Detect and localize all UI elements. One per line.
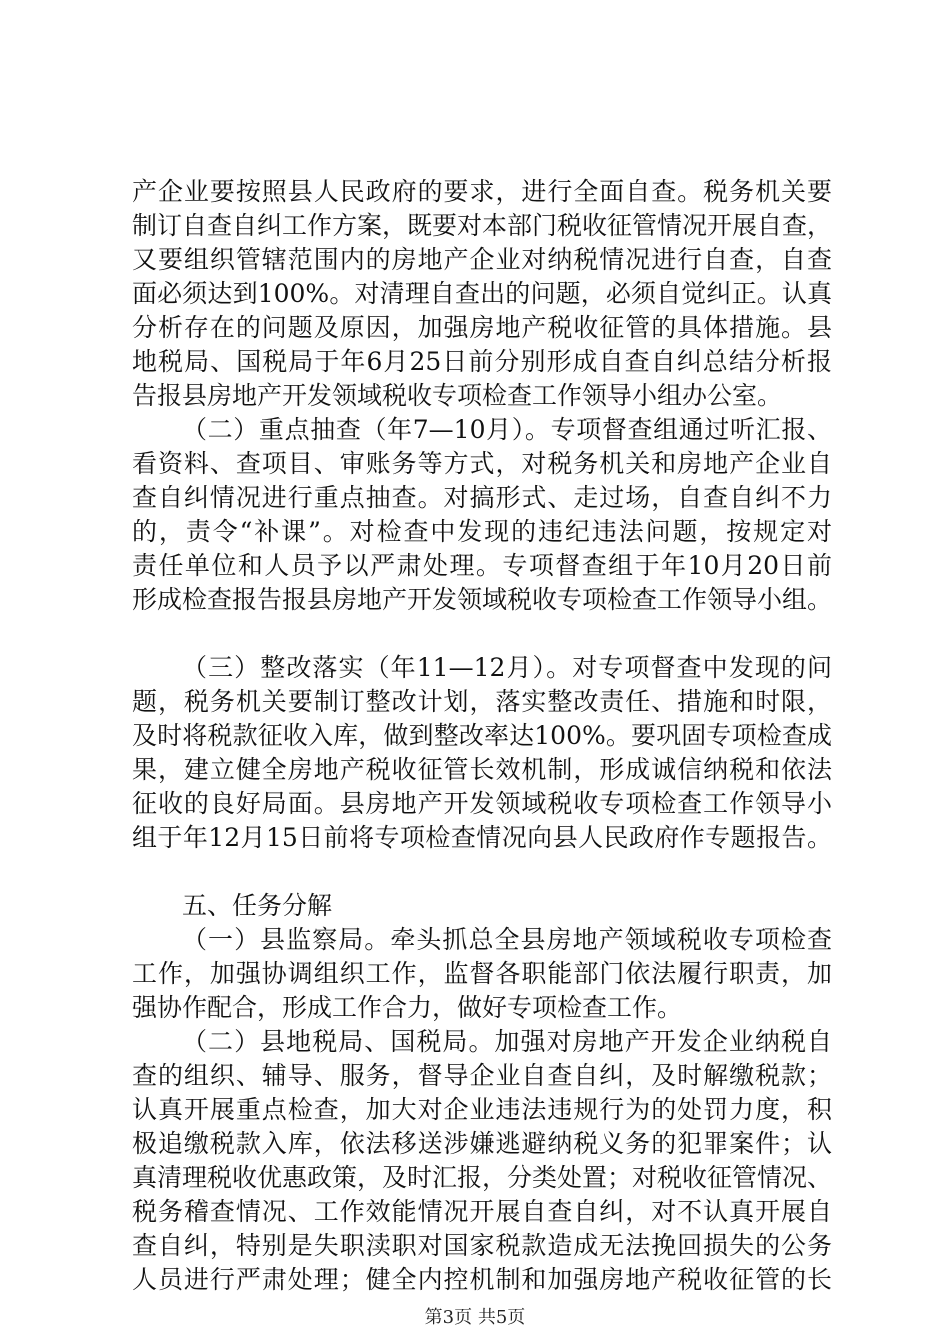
paragraph-line: 告报县房地产开发领域税收专项检查工作领导小组办公室。: [132, 381, 783, 410]
paragraph-line: 看资料、查项目、审账务等方式，对税务机关和房地产企业自: [132, 449, 832, 478]
paragraph-line: 制订自查自纠工作方案，既要对本部门税收征管情况开展自查，: [132, 211, 833, 240]
paragraph-line: 组于年12月15日前将专项检查情况向县人民政府作专题报告。: [132, 823, 832, 852]
paragraph-line: 及时将税款征收入库，做到整改率达100%。要巩固专项检查成: [132, 721, 832, 750]
paragraph-line: 形成检查报告报县房地产开发领域税收专项检查工作领导小组。: [132, 585, 833, 614]
paragraph-line: 地税局、国税局于年6月25日前分别形成自查自纠总结分析报: [132, 347, 832, 376]
paragraph-line: 人员进行严肃处理；健全内控机制和加强房地产税收征管的长: [132, 1265, 832, 1294]
paragraph-line: 果，建立健全房地产税收征管长效机制，形成诚信纳税和依法: [132, 755, 832, 784]
paragraph-line: 责任单位和人员予以严肃处理。专项督查组于年10月20日前: [132, 551, 832, 580]
paragraph-line: 面必须达到100%。对清理自查出的问题，必须自觉纠正。认真: [132, 279, 832, 308]
paragraph-line: 强协作配合，形成工作合力，做好专项检查工作。: [132, 993, 683, 1022]
paragraph-line: （一）县监察局。牵头抓总全县房地产领域税收专项检查: [182, 925, 832, 954]
paragraph-line: （二）县地税局、国税局。加强对房地产开发企业纳税自: [182, 1027, 832, 1056]
paragraph-line: 分析存在的问题及原因，加强房地产税收征管的具体措施。县: [132, 313, 832, 342]
paragraph-line: 查自纠，特别是失职渎职对国家税款造成无法挽回损失的公务: [132, 1231, 832, 1260]
paragraph-line: 又要组织管辖范围内的房地产企业对纳税情况进行自查，自查: [132, 245, 832, 274]
paragraph-line: 征收的良好局面。县房地产开发领域税收专项检查工作领导小: [132, 789, 832, 818]
paragraph-line: 产企业要按照县人民政府的要求，进行全面自查。税务机关要: [132, 177, 832, 206]
paragraph-line: 查自纠情况进行重点抽查。对搞形式、走过场，自查自纠不力: [132, 483, 832, 512]
paragraph-line: 认真开展重点检查，加大对企业违法违规行为的处罚力度，积: [132, 1095, 832, 1124]
paragraph-line: 真清理税收优惠政策，及时汇报，分类处置；对税收征管情况、: [132, 1163, 833, 1192]
paragraph-line: 查的组织、辅导、服务，督导企业自查自纠，及时解缴税款；: [132, 1061, 832, 1090]
paragraph-line: 题，税务机关要制订整改计划，落实整改责任、措施和时限，: [132, 687, 832, 716]
paragraph-line: 极追缴税款入库，依法移送涉嫌逃避纳税义务的犯罪案件；认: [132, 1129, 832, 1158]
paragraph-line: （三）整改落实（年11—12月）。对专项督查中发现的问: [182, 653, 832, 682]
section-heading: 五、任务分解: [182, 891, 333, 920]
paragraph-line: 工作，加强协调组织工作，监督各职能部门依法履行职责，加: [132, 959, 832, 988]
paragraph-line: 的，责令“补课”。对检查中发现的违纪违法问题，按规定对: [132, 517, 832, 546]
page-footer: 第3页 共5页: [424, 1307, 526, 1328]
paragraph-line: （二）重点抽查（年7—10月）。专项督查组通过听汇报、: [182, 415, 832, 444]
paragraph-line: 税务稽查情况、工作效能情况开展自查自纠，对不认真开展自: [132, 1197, 832, 1226]
